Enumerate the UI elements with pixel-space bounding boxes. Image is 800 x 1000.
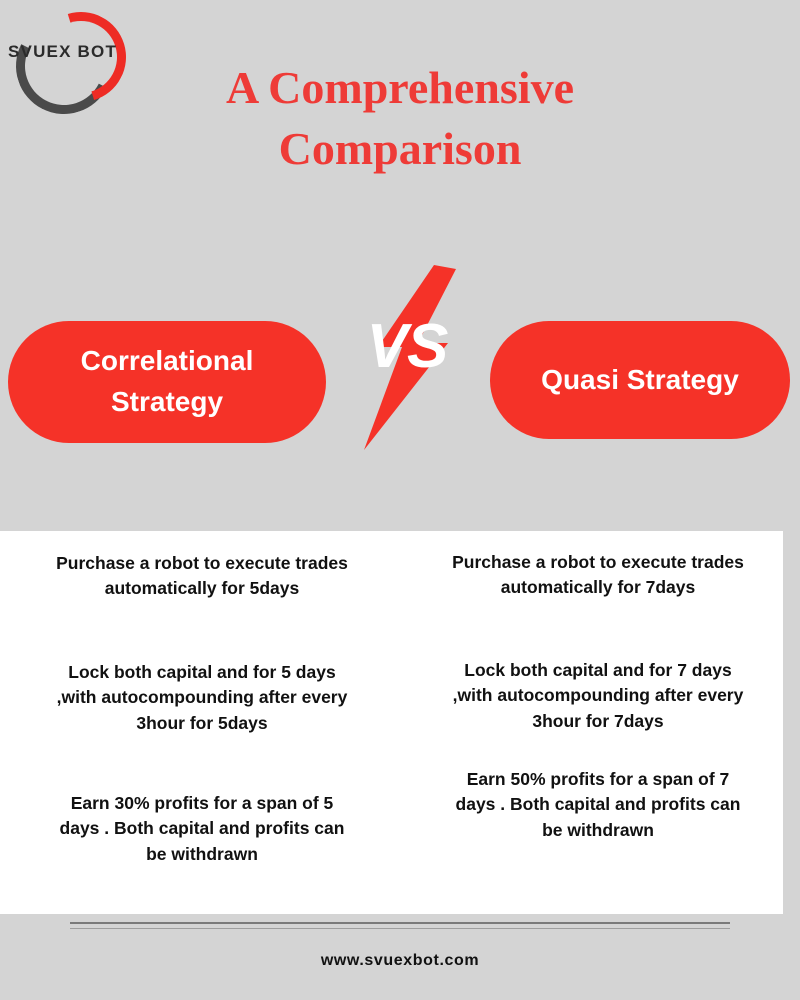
brand-logo (8, 6, 138, 121)
versus-label: VS (366, 312, 448, 381)
brand-logo-text: SVUEX BOT (8, 42, 118, 61)
strategy-pill-correlational-label: Correlational Strategy (80, 345, 254, 417)
strategy-pill-quasi (490, 321, 790, 439)
footer-divider (70, 922, 730, 924)
strategy-pill-correlational (8, 321, 326, 443)
comparison-row: Earn 30% profits for a span of 5 days . Both capital and profits can be withdrawn (59, 792, 345, 864)
comparison-row: Earn 50% profits for a span of 7 days . Both capital and profits can be withdrawn (455, 768, 741, 840)
comparison-row: Lock both capital and for 5 days ,with autocompounding after every 3hour for 5days (56, 661, 348, 733)
comparison-row: Purchase a robot to execute trades automatically for 5days (56, 553, 348, 599)
comparison-panel (0, 531, 783, 914)
versus-badge (352, 265, 462, 450)
footer-website-url[interactable]: www.svuexbot.com (320, 952, 480, 969)
comparison-row: Purchase a robot to execute trades automatically for 7days (452, 552, 744, 598)
page-title: A Comprehensive Comparison (226, 62, 574, 174)
comparison-row: Lock both capital and for 7 days ,with autocompounding after every 3hour for 7days (452, 659, 744, 731)
comparison-column-correlational (52, 543, 352, 867)
strategy-pill-quasi-label: Quasi Strategy (541, 363, 739, 395)
footer-divider-secondary (70, 928, 730, 929)
comparison-column-quasi (448, 543, 748, 843)
